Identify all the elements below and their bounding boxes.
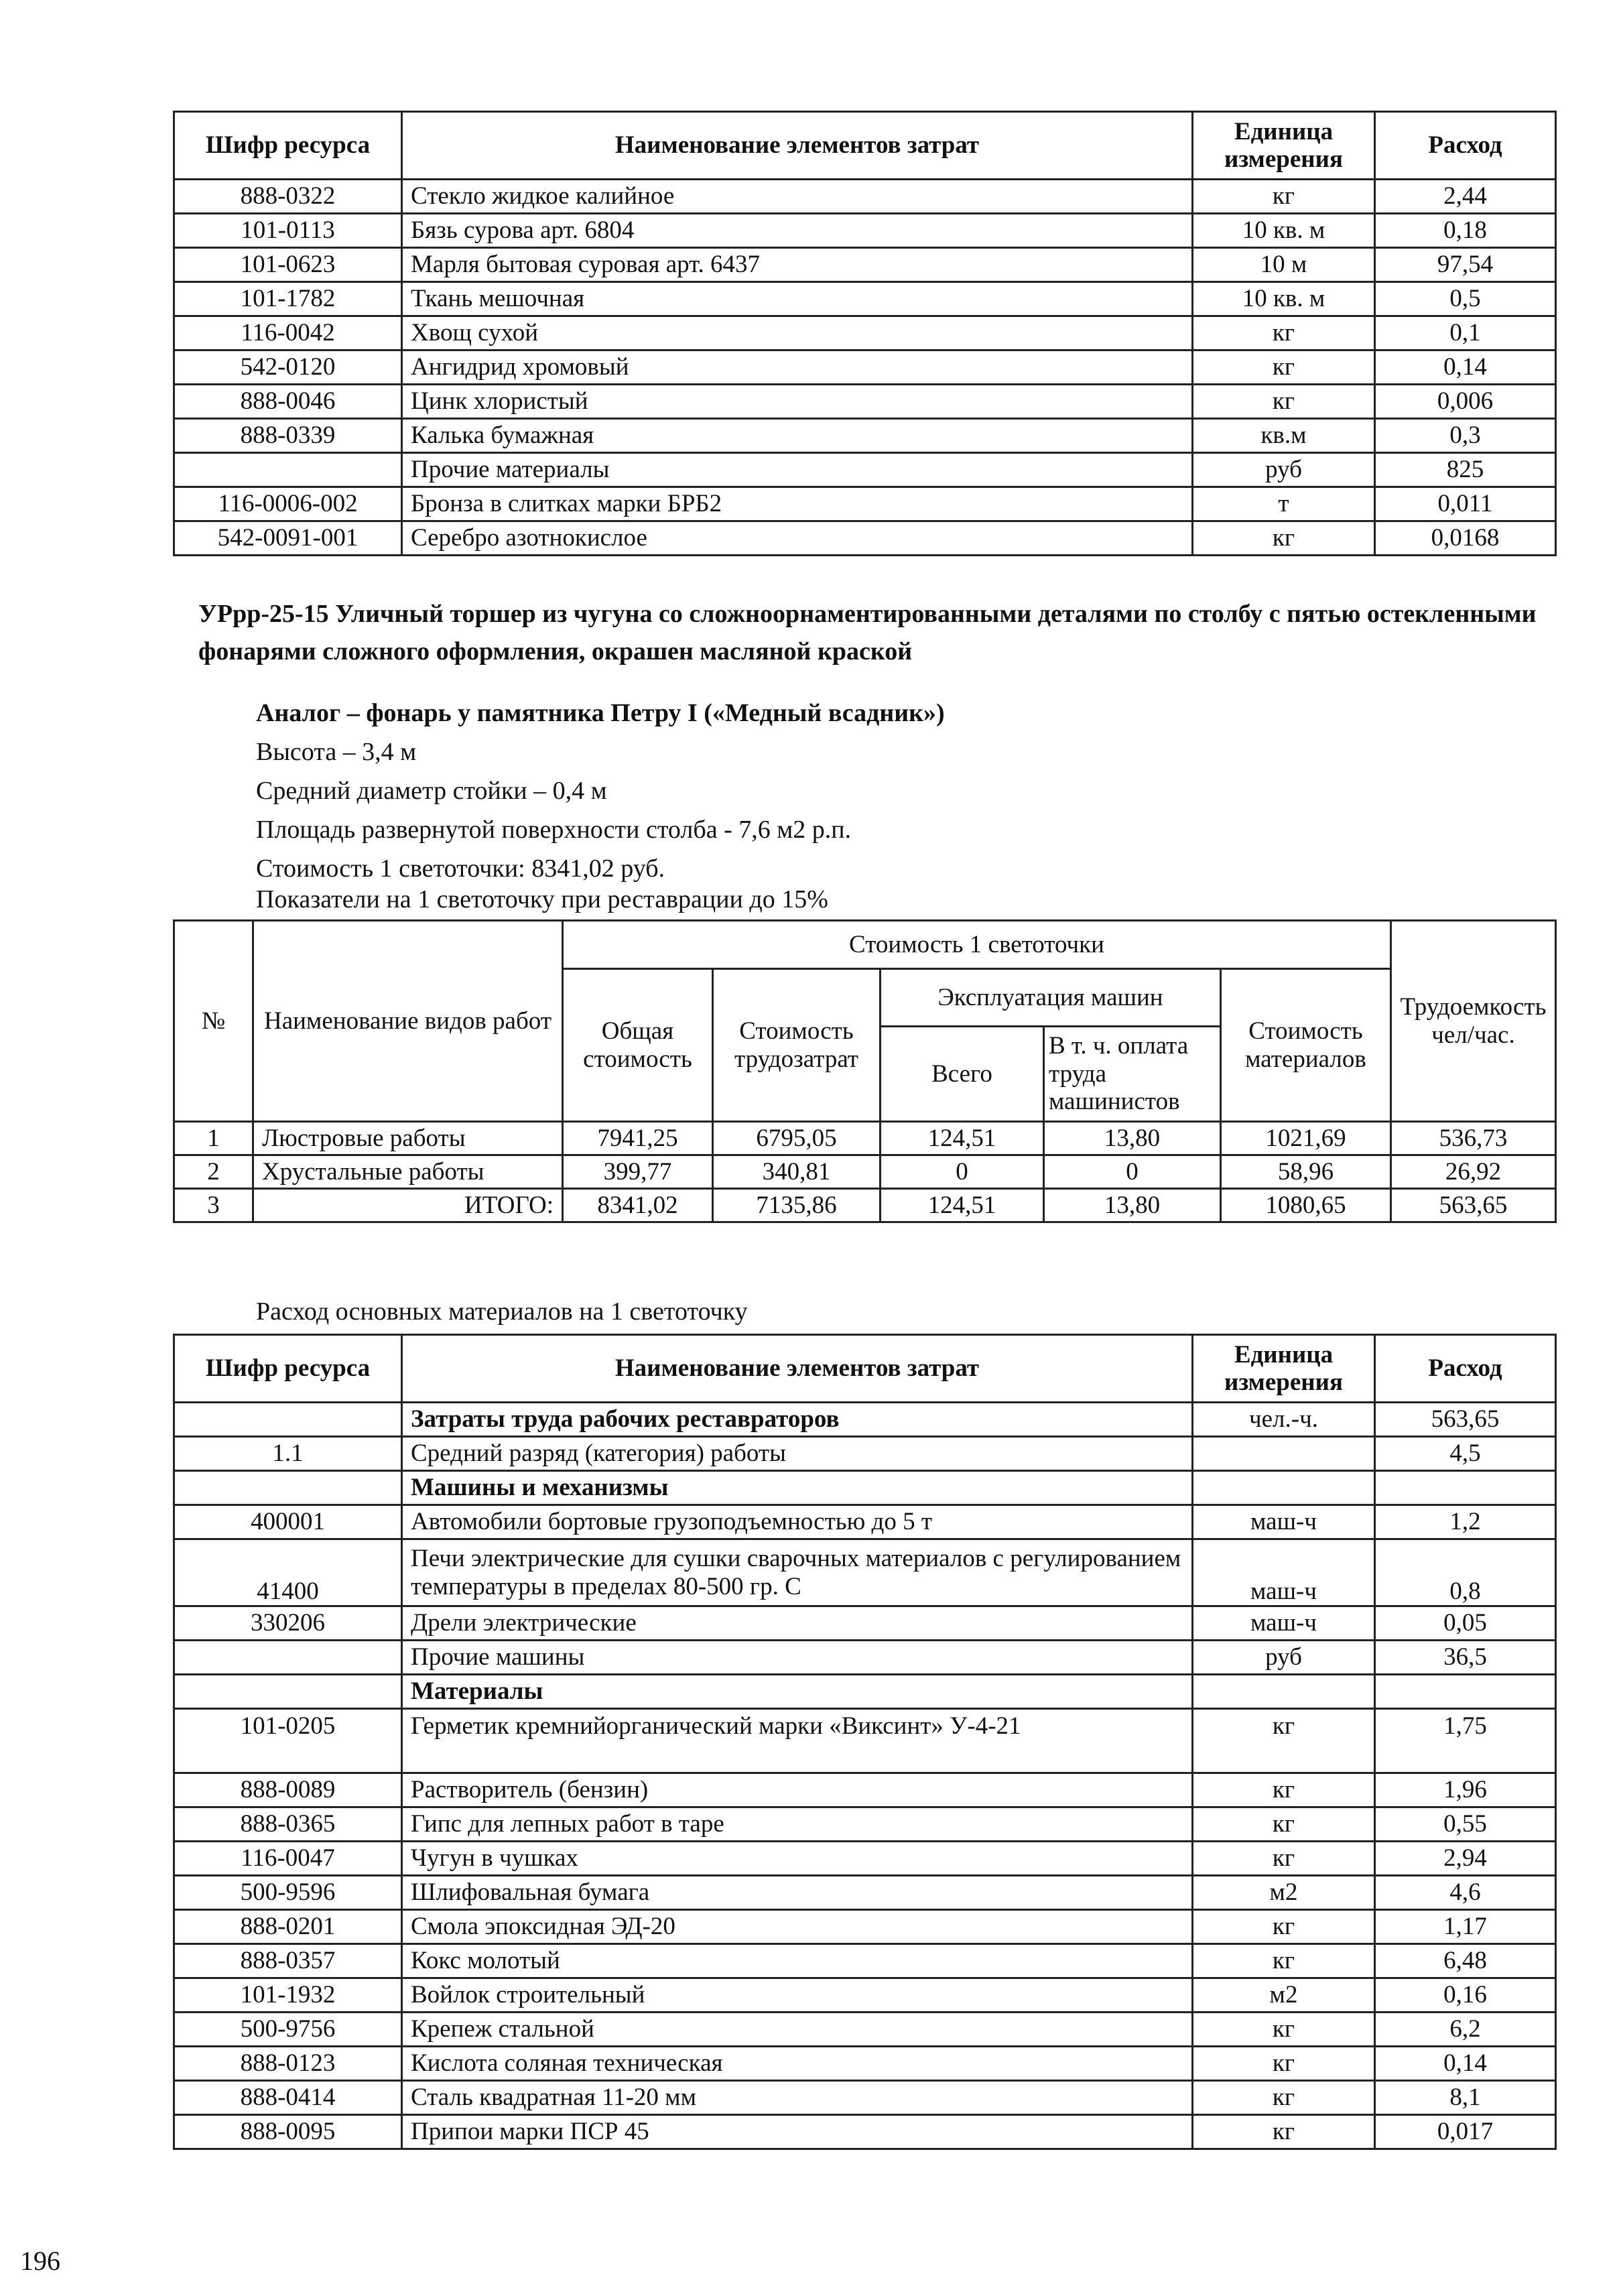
amount: 1,75 — [1375, 1709, 1556, 1773]
machines-total: 124,51 — [881, 1189, 1044, 1222]
table-header-row — [174, 921, 1556, 969]
table-row — [174, 214, 1556, 248]
cost-element-name: Бронза в слитках марки БРБ2 — [402, 487, 1193, 521]
col-header-amount: Расход — [1375, 112, 1556, 180]
resource-code: 101-1932 — [174, 1978, 402, 2013]
col-header-cost-group: Стоимость 1 светоточки — [563, 921, 1391, 969]
unit: кв.м — [1193, 419, 1375, 453]
amount: 0,006 — [1375, 385, 1556, 419]
col-header-code: Шифр ресурса — [174, 1335, 402, 1403]
resource-table-1 — [173, 111, 1557, 556]
amount: 825 — [1375, 453, 1556, 487]
analog-heading: Аналог – фонарь у памятника Петру I («Медный всадник») — [256, 699, 945, 727]
cost-element-name: Марля бытовая суровая арт. 6437 — [402, 248, 1193, 282]
cost-element-name: Шлифовальная бумага — [402, 1876, 1193, 1910]
cost-element-name: Бязь сурова арт. 6804 — [402, 214, 1193, 248]
amount: 1,96 — [1375, 1773, 1556, 1807]
amount: 4,5 — [1375, 1437, 1556, 1471]
materials-caption: Расход основных материалов на 1 светоточку — [256, 1297, 748, 1326]
machines-total: 0 — [881, 1155, 1044, 1189]
amount: 0,1 — [1375, 316, 1556, 350]
resource-code — [174, 453, 402, 487]
amount: 0,011 — [1375, 487, 1556, 521]
work-name: ИТОГО: — [253, 1189, 563, 1222]
table-row — [174, 1709, 1556, 1773]
table-row — [174, 487, 1556, 521]
table-row — [174, 521, 1556, 556]
unit: маш-ч — [1193, 1539, 1375, 1606]
resource-code — [174, 1641, 402, 1675]
resource-code: 101-0623 — [174, 248, 402, 282]
col-header-name: Наименование элементов затрат — [402, 1335, 1193, 1403]
unit: кг — [1193, 1807, 1375, 1842]
amount: 0,8 — [1375, 1539, 1556, 1606]
table-row — [174, 419, 1556, 453]
total-cost: 7941,25 — [563, 1122, 713, 1155]
table-row — [174, 1641, 1556, 1675]
col-header-machines-operator-pay: В т. ч. оплата труда машинистов — [1044, 1027, 1221, 1122]
unit: м2 — [1193, 1978, 1375, 2013]
cost-element-name: Прочие материалы — [402, 453, 1193, 487]
amount: 1,17 — [1375, 1910, 1556, 1944]
table-body — [174, 1403, 1556, 2149]
analog-info — [256, 694, 945, 888]
resource-code: 888-0322 — [174, 180, 402, 214]
col-header-labor-cost: Стоимость трудозатрат — [713, 969, 881, 1122]
amount: 0,017 — [1375, 2115, 1556, 2149]
total-cost: 399,77 — [563, 1155, 713, 1189]
amount — [1375, 1675, 1556, 1709]
resource-code: 500-9756 — [174, 2013, 402, 2047]
table-row — [174, 453, 1556, 487]
table-row — [174, 1876, 1556, 1910]
resource-code: 888-0095 — [174, 2115, 402, 2149]
unit: 10 м — [1193, 248, 1375, 282]
work-name: Хрустальные работы — [253, 1155, 563, 1189]
amount: 0,5 — [1375, 282, 1556, 316]
resource-code: 888-0339 — [174, 419, 402, 453]
resource-code: 101-0113 — [174, 214, 402, 248]
table-row — [174, 2047, 1556, 2081]
cost-element-name: Смола эпоксидная ЭД-20 — [402, 1910, 1193, 1944]
resource-code — [174, 1675, 402, 1709]
unit: руб — [1193, 1641, 1375, 1675]
resource-code: 330206 — [174, 1606, 402, 1641]
labor-cost: 7135,86 — [713, 1189, 881, 1222]
materials-cost: 1080,65 — [1221, 1189, 1391, 1222]
amount: 6,48 — [1375, 1944, 1556, 1978]
analog-line: Высота – 3,4 м — [256, 738, 417, 766]
amount: 0,55 — [1375, 1807, 1556, 1842]
unit: кг — [1193, 1910, 1375, 1944]
table-row — [174, 316, 1556, 350]
table-row — [174, 282, 1556, 316]
unit: руб — [1193, 453, 1375, 487]
table-row — [174, 1505, 1556, 1539]
table-row — [174, 1842, 1556, 1876]
work-name: Люстровые работы — [253, 1122, 563, 1155]
unit: т — [1193, 487, 1375, 521]
labor-cost: 340,81 — [713, 1155, 881, 1189]
labor-cost: 6795,05 — [713, 1122, 881, 1155]
col-header-materials-cost: Стоимость материалов — [1221, 969, 1391, 1122]
resource-code: 116-0042 — [174, 316, 402, 350]
amount: 4,6 — [1375, 1876, 1556, 1910]
col-header-work-name: Наименование видов работ — [253, 921, 563, 1122]
col-header-total-cost: Общая стоимость — [563, 969, 713, 1122]
materials-cost: 1021,69 — [1221, 1122, 1391, 1155]
table-row — [174, 1189, 1556, 1222]
resource-code: 542-0091-001 — [174, 521, 402, 556]
cost-element-name: Средний разряд (категория) работы — [402, 1437, 1193, 1471]
resource-code: 116-0047 — [174, 1842, 402, 1876]
amount — [1375, 1471, 1556, 1505]
table-row — [174, 2081, 1556, 2115]
row-no: 3 — [174, 1189, 253, 1222]
table-row — [174, 2013, 1556, 2047]
resource-code: 888-0357 — [174, 1944, 402, 1978]
col-header-unit: Единица измерения — [1193, 1335, 1375, 1403]
resource-code: 101-0205 — [174, 1709, 402, 1773]
table-row — [174, 1675, 1556, 1709]
cost-element-name: Ангидрид хромовый — [402, 350, 1193, 385]
amount: 563,65 — [1375, 1403, 1556, 1437]
labor-hours: 536,73 — [1391, 1122, 1556, 1155]
analog-line: Средний диаметр стойки – 0,4 м — [256, 777, 607, 805]
resource-code — [174, 1403, 402, 1437]
table-row — [174, 385, 1556, 419]
page-number: 196 — [20, 2246, 60, 2276]
labor-hours: 26,92 — [1391, 1155, 1556, 1189]
resource-code: 888-0365 — [174, 1807, 402, 1842]
cost-element-name: Печи электрические для сушки сварочных материалов с регулированием температуры в пределах 80-500 гр. С — [402, 1539, 1193, 1606]
resource-code: 888-0201 — [174, 1910, 402, 1944]
amount: 0,18 — [1375, 214, 1556, 248]
unit: кг — [1193, 1842, 1375, 1876]
col-header-amount: Расход — [1375, 1335, 1556, 1403]
amount: 2,44 — [1375, 180, 1556, 214]
resource-code: 101-1782 — [174, 282, 402, 316]
unit: кг — [1193, 2013, 1375, 2047]
table-row — [174, 1910, 1556, 1944]
unit — [1193, 1675, 1375, 1709]
table-row — [174, 180, 1556, 214]
cost-element-name: Ткань мешочная — [402, 282, 1193, 316]
resource-code: 1.1 — [174, 1437, 402, 1471]
cost-element-name: Сталь квадратная 11-20 мм — [402, 2081, 1193, 2115]
col-header-unit: Единица измерения — [1193, 112, 1375, 180]
row-no: 1 — [174, 1122, 253, 1155]
table-row — [174, 1403, 1556, 1437]
cost-element-name: Серебро азотнокислое — [402, 521, 1193, 556]
amount: 1,2 — [1375, 1505, 1556, 1539]
table-row — [174, 248, 1556, 282]
table-body — [174, 1122, 1556, 1222]
cost-element-name: Крепеж стальной — [402, 2013, 1193, 2047]
unit: маш-ч — [1193, 1505, 1375, 1539]
col-header-name: Наименование элементов затрат — [402, 112, 1193, 180]
unit: кг — [1193, 2047, 1375, 2081]
unit: кг — [1193, 316, 1375, 350]
machines-operator-pay: 0 — [1044, 1155, 1221, 1189]
amount: 0,3 — [1375, 419, 1556, 453]
table-row — [174, 1471, 1556, 1505]
cost-element-name: Материалы — [402, 1675, 1193, 1709]
amount: 0,14 — [1375, 350, 1556, 385]
resource-code — [174, 1471, 402, 1505]
cost-element-name: Затраты труда рабочих реставраторов — [402, 1403, 1193, 1437]
table-body — [174, 180, 1556, 556]
amount: 8,1 — [1375, 2081, 1556, 2115]
indicators-caption: Показатели на 1 светоточку при реставрации до 15% — [256, 885, 828, 913]
unit: маш-ч — [1193, 1606, 1375, 1641]
amount: 0,16 — [1375, 1978, 1556, 2013]
cost-element-name: Автомобили бортовые грузоподъемностью до 5 т — [402, 1505, 1193, 1539]
cost-element-name: Растворитель (бензин) — [402, 1773, 1193, 1807]
indicators-table — [173, 919, 1557, 1223]
resource-code: 888-0123 — [174, 2047, 402, 2081]
unit: кг — [1193, 2081, 1375, 2115]
unit: кг — [1193, 521, 1375, 556]
resource-code: 888-0089 — [174, 1773, 402, 1807]
table-row — [174, 1944, 1556, 1978]
labor-hours: 563,65 — [1391, 1189, 1556, 1222]
col-header-machines-total: Всего — [881, 1027, 1044, 1122]
resource-code: 400001 — [174, 1505, 402, 1539]
cost-element-name: Герметик кремнийорганический марки «Виксинт» У-4-21 — [402, 1709, 1193, 1773]
cost-element-name: Кокс молотый — [402, 1944, 1193, 1978]
table-row — [174, 1122, 1556, 1155]
cost-element-name: Чугун в чушках — [402, 1842, 1193, 1876]
table-header-row — [174, 112, 1556, 180]
amount: 36,5 — [1375, 1641, 1556, 1675]
unit: м2 — [1193, 1876, 1375, 1910]
col-header-no: № — [174, 921, 253, 1122]
resource-code: 888-0046 — [174, 385, 402, 419]
table-row — [174, 350, 1556, 385]
col-header-code: Шифр ресурса — [174, 112, 402, 180]
unit: кг — [1193, 180, 1375, 214]
unit: 10 кв. м — [1193, 282, 1375, 316]
unit: 10 кв. м — [1193, 214, 1375, 248]
resource-code: 888-0414 — [174, 2081, 402, 2115]
amount: 0,14 — [1375, 2047, 1556, 2081]
unit — [1193, 1437, 1375, 1471]
cost-element-name: Стекло жидкое калийное — [402, 180, 1193, 214]
table-row — [174, 1807, 1556, 1842]
analog-line: Площадь развернутой поверхности столба - 7,6 м2 р.п. — [256, 816, 852, 844]
table-row — [174, 1978, 1556, 2013]
table-row — [174, 1606, 1556, 1641]
resource-code: 500-9596 — [174, 1876, 402, 1910]
unit: кг — [1193, 1773, 1375, 1807]
cost-element-name: Хвощ сухой — [402, 316, 1193, 350]
machines-operator-pay: 13,80 — [1044, 1189, 1221, 1222]
unit: чел.-ч. — [1193, 1403, 1375, 1437]
cost-element-name: Прочие машины — [402, 1641, 1193, 1675]
cost-element-name: Гипс для лепных работ в таре — [402, 1807, 1193, 1842]
unit: кг — [1193, 2115, 1375, 2149]
resource-code: 41400 — [174, 1539, 402, 1606]
machines-operator-pay: 13,80 — [1044, 1122, 1221, 1155]
cost-element-name: Дрели электрические — [402, 1606, 1193, 1641]
table-row — [174, 1155, 1556, 1189]
total-cost: 8341,02 — [563, 1189, 713, 1222]
table-row — [174, 1773, 1556, 1807]
cost-element-name: Войлок строительный — [402, 1978, 1193, 2013]
table-row — [174, 1539, 1556, 1606]
cost-element-name: Цинк хлористый — [402, 385, 1193, 419]
amount: 97,54 — [1375, 248, 1556, 282]
table-header-row — [174, 1335, 1556, 1403]
cost-element-name: Припои марки ПСР 45 — [402, 2115, 1193, 2149]
machines-total: 124,51 — [881, 1122, 1044, 1155]
resource-table-2 — [173, 1334, 1557, 2150]
amount: 0,0168 — [1375, 521, 1556, 556]
unit: кг — [1193, 385, 1375, 419]
unit: кг — [1193, 1709, 1375, 1773]
cost-element-name: Машины и механизмы — [402, 1471, 1193, 1505]
amount: 0,05 — [1375, 1606, 1556, 1641]
analog-line: Стоимость 1 светоточки: 8341,02 руб. — [256, 854, 665, 883]
cost-element-name: Кислота соляная техническая — [402, 2047, 1193, 2081]
unit: кг — [1193, 1944, 1375, 1978]
amount: 2,94 — [1375, 1842, 1556, 1876]
resource-code: 116-0006-002 — [174, 487, 402, 521]
unit: кг — [1193, 350, 1375, 385]
resource-code: 542-0120 — [174, 350, 402, 385]
row-no: 2 — [174, 1155, 253, 1189]
amount: 6,2 — [1375, 2013, 1556, 2047]
col-header-machines: Эксплуатация машин — [881, 969, 1221, 1027]
table-row — [174, 1437, 1556, 1471]
table-row — [174, 2115, 1556, 2149]
cost-element-name: Калька бумажная — [402, 419, 1193, 453]
col-header-labor-hours: Трудоемкость чел/час. — [1391, 921, 1556, 1122]
materials-cost: 58,96 — [1221, 1155, 1391, 1189]
section-title: УРрр-25-15 Уличный торшер из чугуна со сложноорнаментированными деталями по столбу с пятью остекленными фонарями сложного оформления, окрашен масляной краской — [198, 600, 1537, 665]
unit — [1193, 1471, 1375, 1505]
